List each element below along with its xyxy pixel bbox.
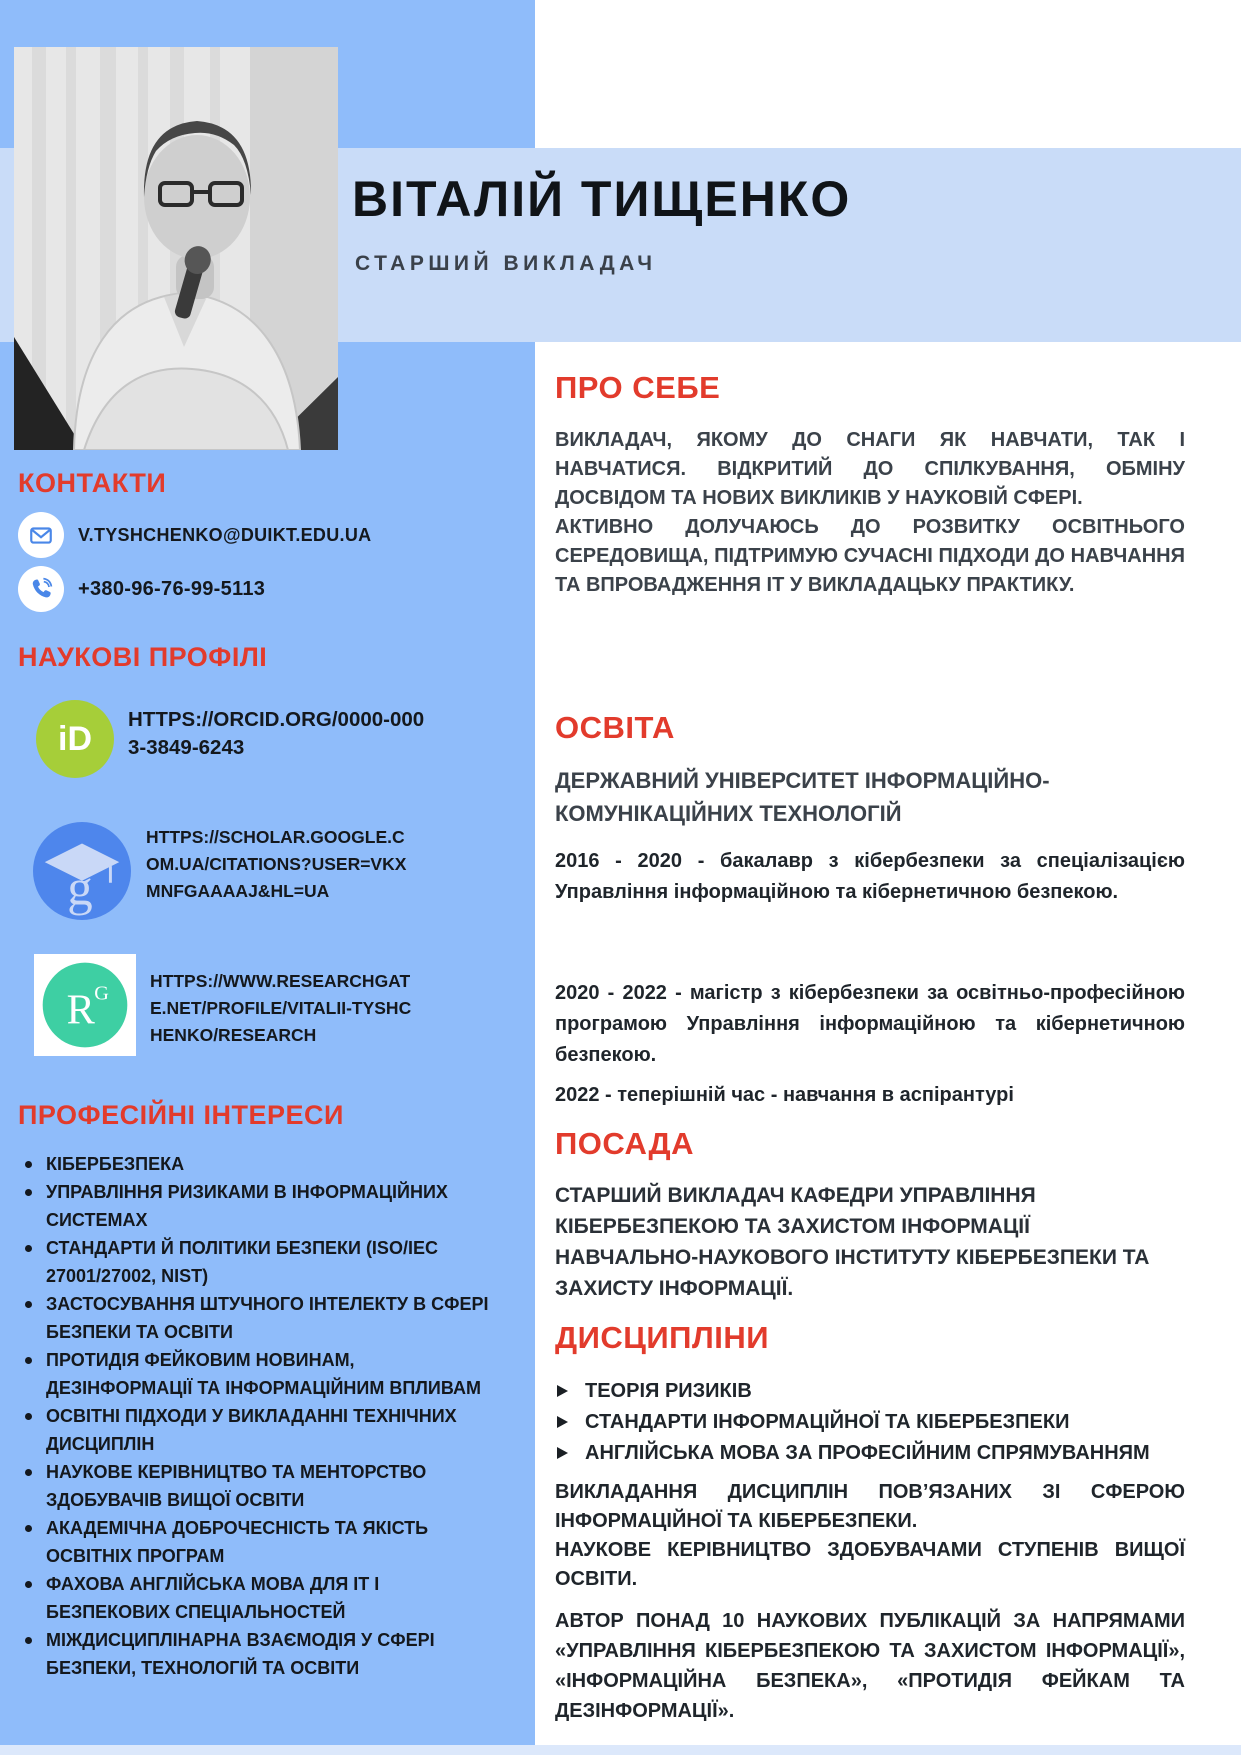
education-entry: 2020 - 2022 - магістр з кібербезпеки за освітньо-професійною програмою Управління інформаційною та кібернетичною безпекою. <box>555 982 1185 1066</box>
interests-list <box>18 1150 500 1682</box>
researchgate-icon <box>34 954 136 1056</box>
list-item: УПРАВЛІННЯ РИЗИКАМИ В ІНФОРМАЦІЙНИХ СИСТЕМАХ <box>18 1178 500 1234</box>
list-item: СТАНДАРТИ ІНФОРМАЦІЙНОЇ ТА КІБЕРБЕЗПЕКИ <box>555 1407 1185 1438</box>
teaching-paragraph: НАУКОВЕ КЕРІВНИЦТВО ЗДОБУВАЧАМИ СТУПЕНІВ ВИЩОЇ ОСВІТИ. <box>555 1539 1185 1590</box>
phone-icon <box>18 566 64 612</box>
arrow-bullet-icon <box>557 1447 568 1459</box>
bullet-icon <box>25 1301 32 1308</box>
list-item: ЗАСТОСУВАННЯ ШТУЧНОГО ІНТЕЛЕКТУ В СФЕРІ БЕЗПЕКИ ТА ОСВІТИ <box>18 1290 500 1346</box>
education-heading: ОСВІТА <box>555 710 675 745</box>
about-text <box>555 426 1185 600</box>
about-heading: ПРО СЕБЕ <box>555 370 721 405</box>
university-name: ДЕРЖАВНИЙ УНІВЕРСИТЕТ ІНФОРМАЦІЙНО-КОМУНІКАЦІЙНИХ ТЕХНОЛОГІЙ <box>555 768 1050 826</box>
list-item: СТАНДАРТИ Й ПОЛІТИКИ БЕЗПЕКИ (ISO/IEC 27001/27002, NIST) <box>18 1234 500 1290</box>
contacts-heading: КОНТАКТИ <box>18 468 167 498</box>
position-heading: ПОСАДА <box>555 1126 695 1161</box>
publications-text: АВТОР ПОНАД 10 НАУКОВИХ ПУБЛІКАЦІЙ ЗА НАПРЯМАМИ «УПРАВЛІННЯ КІБЕРБЕЗПЕКОЮ ТА ЗАХИСТОМ ІНФОРМАЦІЇ», «ІНФОРМАЦІЙНА БЕЗПЕКА», «ПРОТИДІЯ ФЕЙКАМ ТА ДЕЗІНФОРМАЦІЇ». <box>555 1610 1185 1722</box>
bullet-icon <box>25 1469 32 1476</box>
position-text: СТАРШИЙ ВИКЛАДАЧ КАФЕДРИ УПРАВЛІННЯ КІБЕРБЕЗПЕКОЮ ТА ЗАХИСТОМ ІНФОРМАЦІЇ НАВЧАЛЬНО-НАУКОВОГО ІНСТИТУТУ КІБЕРБЕЗПЕКИ ТА ЗАХИСТУ ІНФОРМАЦІЇ. <box>555 1184 1150 1300</box>
list-item: НАУКОВЕ КЕРІВНИЦТВО ТА МЕНТОРСТВО ЗДОБУВАЧІВ ВИЩОЇ ОСВІТИ <box>18 1458 500 1514</box>
bullet-icon <box>25 1413 32 1420</box>
bottom-strip <box>0 1745 1241 1755</box>
orcid-icon: iD <box>36 700 114 778</box>
list-item: АКАДЕМІЧНА ДОБРОЧЕСНІСТЬ ТА ЯКІСТЬ ОСВІТНІХ ПРОГРАМ <box>18 1514 500 1570</box>
list-item: АНГЛІЙСЬКА МОВА ЗА ПРОФЕСІЙНИМ СПРЯМУВАННЯМ <box>555 1438 1185 1469</box>
education-entry: 2016 - 2020 - бакалавр з кібербезпеки за спеціалізацією Управління інформаційною та кібернетичною безпекою. <box>555 850 1185 903</box>
bullet-icon <box>25 1189 32 1196</box>
professional-interests-heading: ПРОФЕСІЙНІ ІНТЕРЕСИ <box>18 1100 344 1130</box>
email-icon <box>18 512 64 558</box>
teaching-text <box>555 1478 1185 1594</box>
science-profiles-heading: НАУКОВІ ПРОФІЛІ <box>18 642 268 672</box>
bullet-icon <box>25 1637 32 1644</box>
about-paragraph: ВИКЛАДАЧ, ЯКОМУ ДО СНАГИ ЯК НАВЧАТИ, ТАК І НАВЧАТИСЯ. ВІДКРИТИЙ ДО СПІЛКУВАННЯ, ОБМІНУ ДОСВІДОМ ТА НОВИХ ВИКЛИКІВ У НАУКОВІЙ СФЕРІ. <box>555 429 1185 509</box>
page-title: ВІТАЛІЙ ТИЩЕНКО <box>352 171 852 227</box>
job-title: СТАРШИЙ ВИКЛАДАЧ <box>355 252 657 275</box>
phone-value: +380-96-76-99-5113 <box>78 577 266 600</box>
svg-text:g: g <box>67 860 93 917</box>
bullet-icon <box>25 1525 32 1532</box>
google-scholar-icon <box>33 822 131 920</box>
bullet-icon <box>25 1245 32 1252</box>
disciplines-heading: ДИСЦИПЛІНИ <box>555 1320 769 1355</box>
svg-text:R: R <box>66 986 95 1034</box>
email-row[interactable] <box>18 512 371 558</box>
portrait-photo <box>14 47 338 450</box>
arrow-bullet-icon <box>557 1416 568 1428</box>
list-item: МІЖДИСЦИПЛІНАРНА ВЗАЄМОДІЯ У СФЕРІ БЕЗПЕКИ, ТЕХНОЛОГІЙ ТА ОСВІТИ <box>18 1626 500 1682</box>
education-entry: 2022 - теперішній час - навчання в аспірантурі <box>555 1084 1014 1106</box>
orcid-profile-link[interactable]: HTTPS://ORCID.ORG/0000-0003-3849-6243 <box>128 708 425 759</box>
arrow-bullet-icon <box>557 1385 568 1397</box>
list-item: ФАХОВА АНГЛІЙСЬКА МОВА ДЛЯ ІТ І БЕЗПЕКОВИХ СПЕЦІАЛЬНОСТЕЙ <box>18 1570 500 1626</box>
disciplines-list <box>555 1376 1185 1469</box>
teaching-paragraph: ВИКЛАДАННЯ ДИСЦИПЛІН ПОВ’ЯЗАНИХ ЗІ СФЕРОЮ ІНФОРМАЦІЙНОЇ ТА КІБЕРБЕЗПЕКИ. <box>555 1481 1185 1532</box>
list-item: КІБЕРБЕЗПЕКА <box>18 1150 500 1178</box>
bullet-icon <box>25 1161 32 1168</box>
list-item: ТЕОРІЯ РИЗИКІВ <box>555 1376 1185 1407</box>
about-paragraph: АКТИВНО ДОЛУЧАЮСЬ ДО РОЗВИТКУ ОСВІТНЬОГО СЕРЕДОВИЩА, ПІДТРИМУЮ СУЧАСНІ ПІДХОДИ ДО НАВЧАННЯ ТА ВПРОВАДЖЕННЯ ІТ У ВИКЛАДАЦЬКУ ПРАКТИКУ. <box>555 516 1185 596</box>
google-scholar-profile-link[interactable]: HTTPS://SCHOLAR.GOOGLE.COM.UA/CITATIONS?USER=VKXMNFGAAAAJ&HL=UA <box>146 827 407 901</box>
phone-row[interactable] <box>18 566 265 612</box>
researchgate-profile-link[interactable]: HTTPS://WWW.RESEARCHGATE.NET/PROFILE/VITALII-TYSHCHENKO/RESEARCH <box>150 971 412 1045</box>
list-item: ПРОТИДІЯ ФЕЙКОВИМ НОВИНАМ, ДЕЗІНФОРМАЦІЇ ТА ІНФОРМАЦІЙНИМ ВПЛИВАМ <box>18 1346 500 1402</box>
bullet-icon <box>25 1357 32 1364</box>
svg-text:G: G <box>94 982 109 1005</box>
email-value: V.TYSHCHENKO@DUIKT.EDU.UA <box>78 524 372 545</box>
bullet-icon <box>25 1581 32 1588</box>
list-item: ОСВІТНІ ПІДХОДИ У ВИКЛАДАННІ ТЕХНІЧНИХ ДИСЦИПЛІН <box>18 1402 500 1458</box>
